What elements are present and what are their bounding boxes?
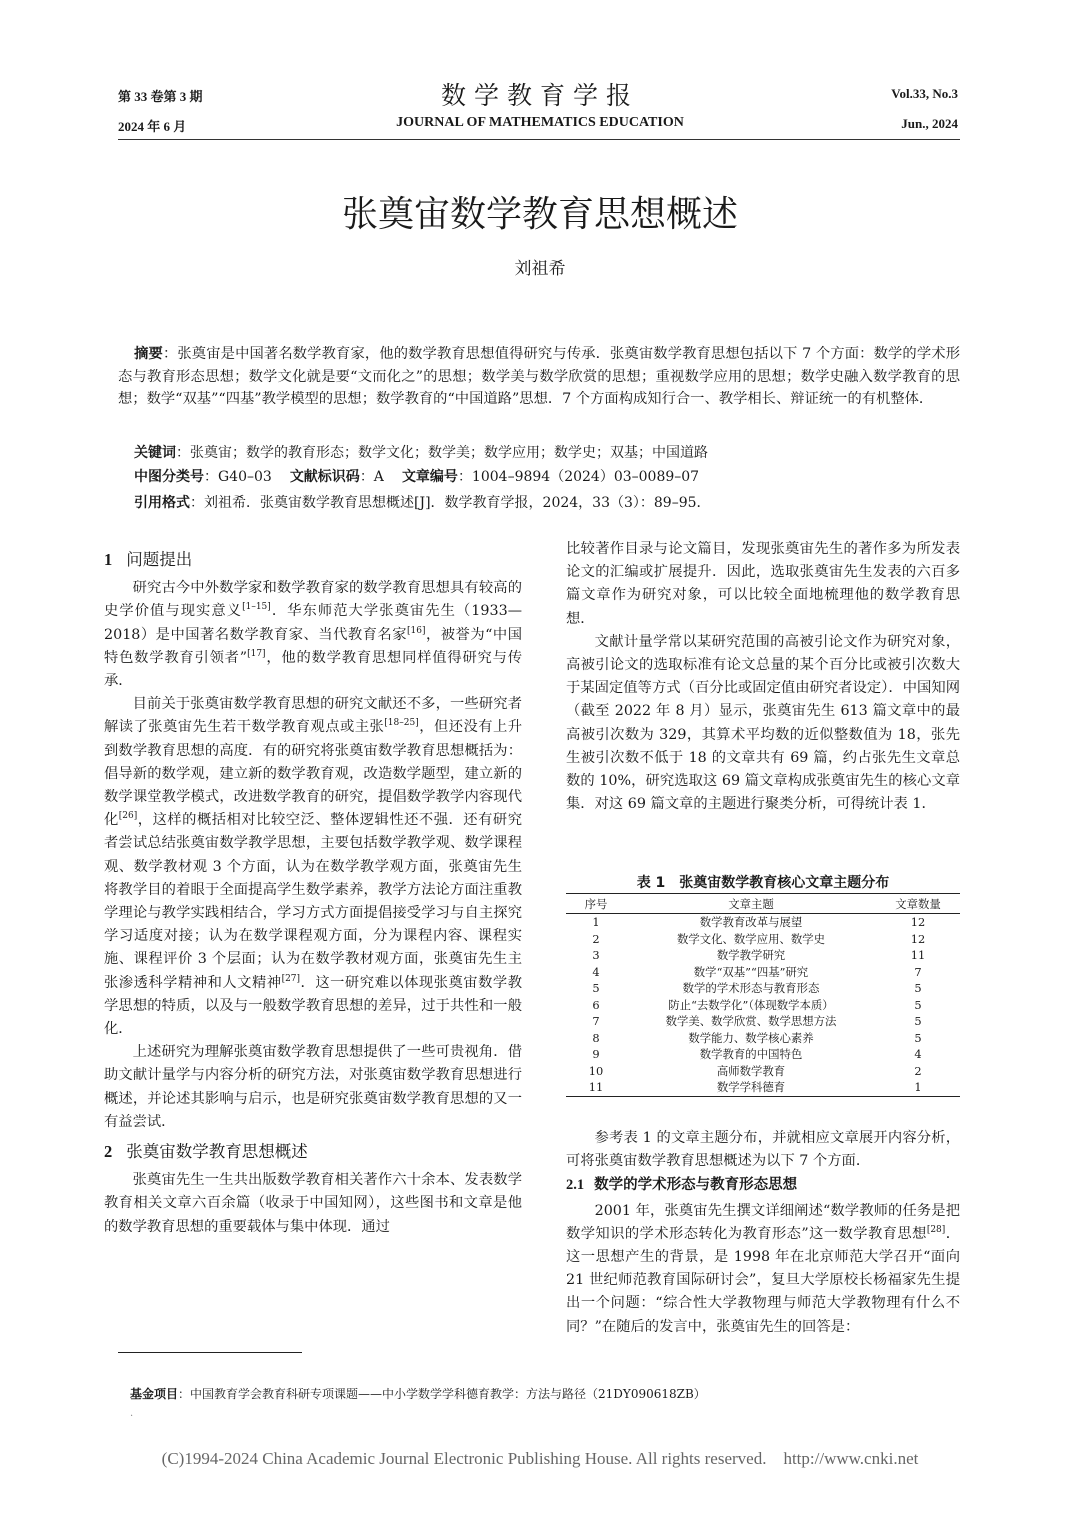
table-row: 8 数学能力、数学核心素养 5 xyxy=(592,1030,922,1045)
sec2-paragraph-3: 参考表 1 的文章主题分布，并就相应文章展开内容分析，可将张奠宙数学教育思想概述为以下 7 个方面． xyxy=(566,1130,960,1170)
sec2-paragraph-2: 文献计量学常以某研究范围的高被引论文作为研究对象，高被引论文的选取标准有论文总量的某个百分比或被引次数大于某固定值等方式（百分比或固定值由研究者设定）．中国知网（截至 2022 年 8 月）显示，张奠宙先生 613 篇文章中的最高被引次数为 329，其算术平均数的近似整数值为 18，张先生被引次数不低于 18 的文章共有 69 篇，约占张先生文章总数的 10%，研究选取这 69 篇文章构成张奠宙先生的核心文章集．对这 69 篇文章的主题进行聚类分析，可得统计表 1． xyxy=(566,633,960,813)
doc-code-text: ：A xyxy=(359,469,384,485)
table-header-count: 文章数量 xyxy=(876,894,960,914)
abstract-text: ：张奠宙是中国著名数学教育家，他的数学教育思想值得研究与传承．张奠宙数学教育思想包括以下 7 个方面：数学的学术形态与教育形态思想；数学文化就是要“文而化之”的思想；数学美与数学欣赏的思想；重视数学应用的思想；数学史融入数学教育的思想；数学“双基”“四基”教学模型的思想；数学教育的“中国道路”思想．7 个方面构成知行合一、教学相长、辩证统一的有机整体． xyxy=(118,346,960,408)
article-number-text: ：1004–9894（2024）03–0089–07 xyxy=(457,469,700,485)
volume-issue-cn: 第 33 卷第 3 期 xyxy=(118,89,203,104)
keywords xyxy=(134,442,960,464)
article-author: 刘祖希 xyxy=(514,259,566,279)
clc-label: 中图分类号 xyxy=(134,469,204,485)
article-title: 张奠宙数学教育思想概述 xyxy=(341,194,738,235)
journal-title-en: JOURNAL OF MATHEMATICS EDUCATION xyxy=(396,115,684,130)
left-column xyxy=(104,548,522,1239)
table-row: 11 数学学科德育 1 xyxy=(566,1079,960,1096)
table-header-index: 序号 xyxy=(566,894,626,914)
abstract xyxy=(118,343,960,411)
sec2-1-paragraph-1: 2001 年，张奠宙先生撰文详细阐述“数学教师的任务是把数学知识的学术形态转化为教育形态”这一数学教育思想[28]．这一思想产生的背景，是 1998 年在北京师范大学召开“面向 21 世纪师范教育国际研讨会”，复旦大学原校长杨福家先生提出一个问题：“综合性大学教物理与师范大学教物理有什么不同？”在随后的发言中，张奠宙先生的回答是： xyxy=(566,1202,961,1335)
table-row: 1 数学教育改革与展望 12 xyxy=(592,915,926,930)
section-1-heading: 1 问题提出 xyxy=(104,550,193,569)
sec2-paragraph-1b: 比较著作目录与论文篇目，发现张奠宙先生的著作多为所发表论文的汇编或扩展提升．因此，选取张奠宙先生发表的六百多篇文章作为研究对象，可以比较全面地梳理他的数学教育思想． xyxy=(566,541,960,627)
keywords-text: ：张奠宙；数学的教育形态；数学文化；数学美；数学应用；数学史；双基；中国道路 xyxy=(176,445,708,461)
classification-line xyxy=(134,466,960,488)
table-row: 3 数学教学研究 11 xyxy=(592,948,926,963)
sec1-paragraph-3: 上述研究为理解张奠宙数学教育思想提供了一些可贵视角．借助文献计量学与内容分析的研究方法，对张奠宙数学教育思想进行概述，并论述其影响与启示，也是研究张奠宙数学教育思想的又一有益尝试． xyxy=(104,1044,522,1130)
sec1-paragraph-1: 研究古今中外数学家和数学教育家的数学教育思想具有较高的史学价值与现实意义[1–15]．华东师范大学张奠宙先生（1933—2018）是中国著名数学教育家、当代教育名家[16]，被誉为“中国特色数学教育引领者”[17]，他的数学教育思想同样值得研究与传承． xyxy=(104,580,523,690)
table-row: 6 防止“去数学化”（体现数学本质） 5 xyxy=(592,997,922,1012)
table-row: 9 数学教育的中国特色 4 xyxy=(592,1047,922,1062)
table-row: 2 数学文化、数学应用、数学史 12 xyxy=(592,931,926,946)
footnote-rule xyxy=(118,1352,302,1353)
abstract-label: 摘要 xyxy=(134,346,163,362)
table-row: 7 数学美、数学欣赏、数学思想方法 5 xyxy=(592,1014,922,1029)
table-row: 5 数学的学术形态与教育形态 5 xyxy=(592,981,922,996)
copyright-line: (C)1994-2024 China Academic Journal Electronic Publishing House. All rights reserved. http://www.cnki.net xyxy=(161,1449,919,1468)
funding-footnote xyxy=(130,1385,706,1402)
right-column-bottom xyxy=(566,1127,960,1339)
right-column-top xyxy=(566,538,960,816)
subsection-2-1-heading: 2.1 数学的学术形态与教育形态思想 xyxy=(566,1177,798,1194)
footnote-dot: . xyxy=(130,1408,134,1419)
clc-text: ：G40–03 xyxy=(204,469,272,485)
citation-text: ：刘祖希．张奠宙数学教育思想概述[J]．数学教育学报，2024，33（3）：89–95． xyxy=(190,495,711,511)
date-en: Jun., 2024 xyxy=(901,116,958,131)
table-row: 10 高师数学教育 2 xyxy=(588,1063,922,1078)
doc-code-label: 文献标识码 xyxy=(289,469,360,485)
table-row: 4 数学“双基”“四基”研究 7 xyxy=(592,964,922,979)
table-1-caption: 表 1 张奠宙数学教育核心文章主题分布 xyxy=(636,875,890,891)
header-rule xyxy=(118,139,960,140)
sec2-paragraph-1a: 张奠宙先生一生共出版数学教育相关著作六十余本、发表数学教育相关文章六百余篇（收录于中国知网），这些图书和文章是他的数学教育思想的重要载体与集中体现．通过 xyxy=(104,1172,522,1235)
keywords-label: 关键词 xyxy=(134,445,176,461)
date-cn: 2024 年 6 月 xyxy=(118,119,187,134)
table-1 xyxy=(566,893,960,1097)
journal-title-cn: 数学教育学报 xyxy=(440,81,639,110)
section-2-heading: 2 张奠宙数学教育思想概述 xyxy=(104,1142,308,1162)
sec1-paragraph-2: 目前关于张奠宙数学教育思想的研究文献还不多，一些研究者解读了张奠宙先生若干数学教育观点或主张[18–25]，但还没有上升到数学教育思想的高度．有的研究将张奠宙数学教育思想概括为：倡导新的数学观，建立新的数学教育观，改造数学题型，建立新的数学课堂教学模式，改进数学教育的研究，提倡数学教学内容现代化[26]，这样的概括相对比较空泛、整体逻辑性还不强．还有研究者尝试总结张奠宙数学教学思想，主要包括数学教学观、数学课程观、数学教材观 3 个方面，认为在数学教学观方面，张奠宙先生将教学目的着眼于全面提高学生数学素养，教学方法论方面注重教学理论与教学实践相结合，学习方式方面提倡接受学习与自主探究学习适度对接；认为在数学课程观方面，分为课程内容、课程实施、课程评价 3 个层面；认为在数学教材观方面，张奠宙先生主张渗透科学精神和人文精神[27]．这一研究难以体现张奠宙数学教学思想的特质，以及与一般数学教育思想的差异，过于共性和一般化． xyxy=(104,696,523,1038)
table-header-topic: 文章主题 xyxy=(626,894,876,914)
citation-label: 引用格式 xyxy=(134,495,190,511)
funding-text: ：中国教育学会教育科研专项课题——中小学数学学科德育教学：方法与路径（21DY090618ZB） xyxy=(178,1387,706,1401)
article-number-label: 文章编号 xyxy=(401,469,458,485)
funding-label: 基金项目 xyxy=(130,1387,179,1401)
volume-issue-en: Vol.33, No.3 xyxy=(891,86,958,101)
citation-format xyxy=(134,492,960,514)
